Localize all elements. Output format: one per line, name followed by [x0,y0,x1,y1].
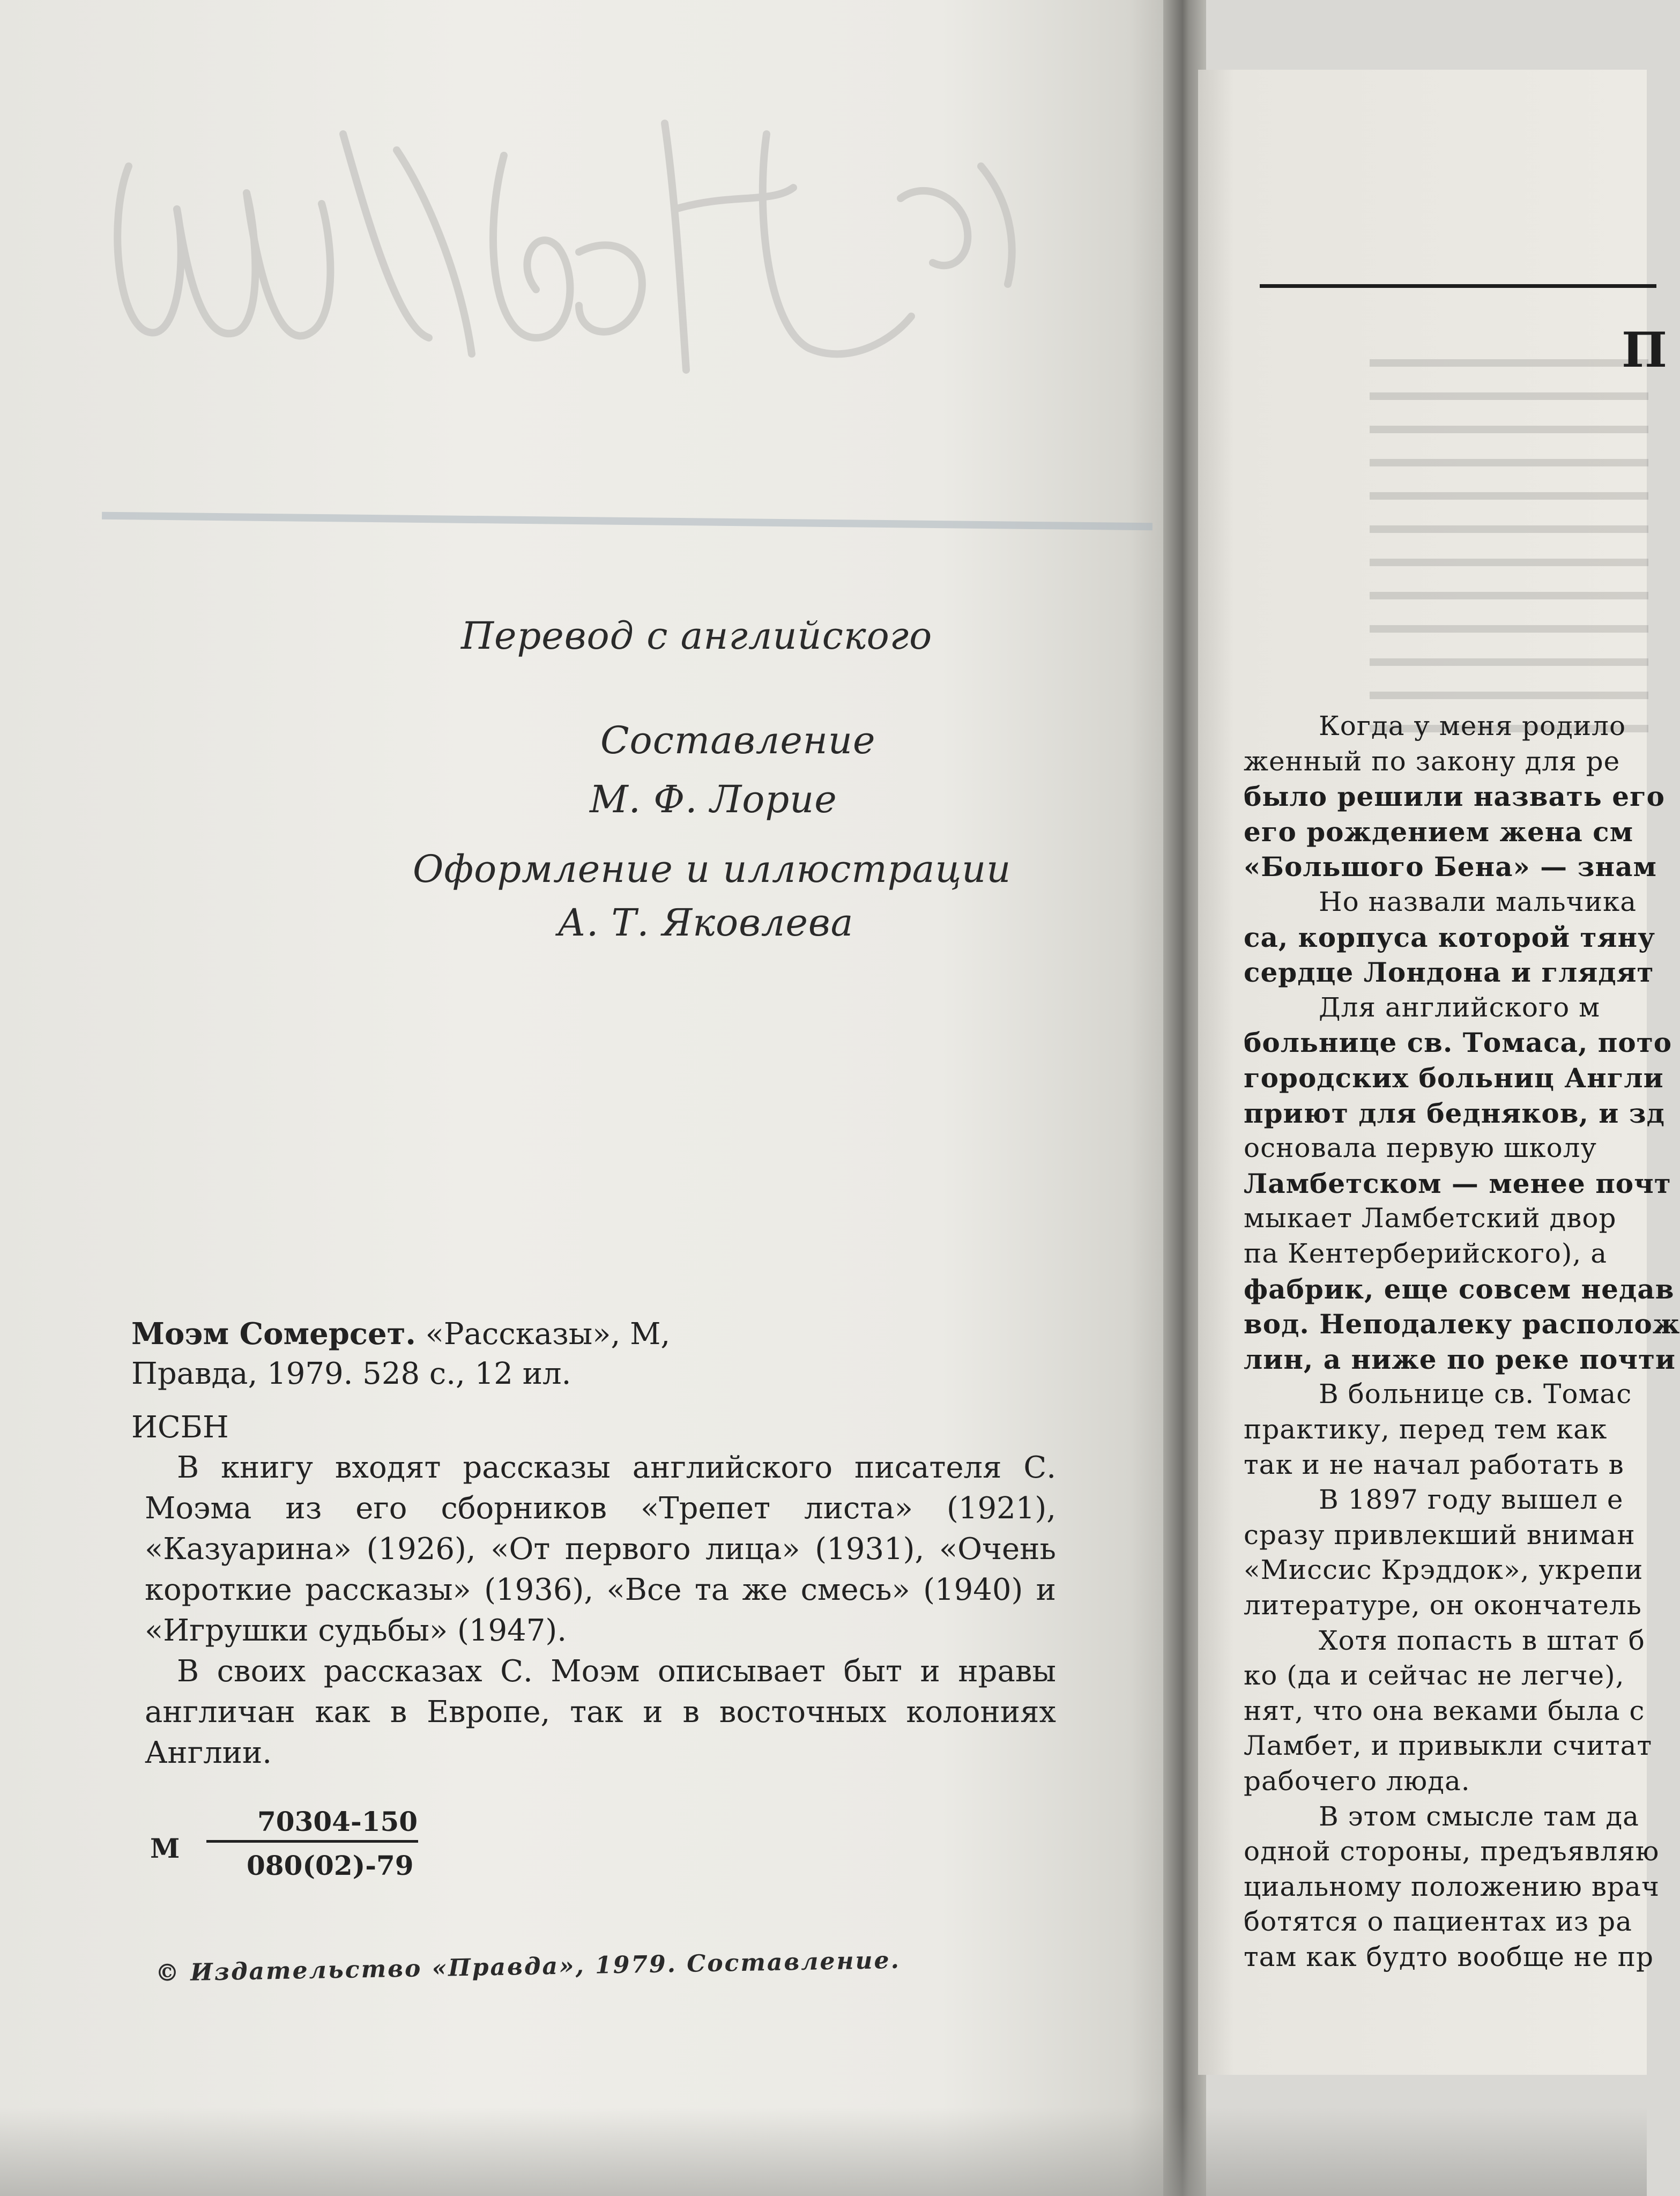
copyright-line: © Издательство «Правда», 1979. Составление. [155,1946,901,1987]
text-line: нят, что она веками была с [1244,1695,1645,1726]
text-line: Ламбетском — менее почт [1244,1167,1671,1199]
right-book-page [1198,70,1680,2075]
text-line: было решили назвать его [1244,781,1665,813]
text-line: Ламбет, и привыкли считат [1244,1730,1653,1762]
text-line: са, корпуса которой тяну [1244,921,1656,953]
text-line: па Кентерберийского), а [1244,1238,1608,1269]
annotation-paragraph-2: В своих рассказах С. Моэм описывает быт и нравы англичан как в Европе, так и в восточных колониях Англии. [145,1654,1056,1770]
text-line: В 1897 году вышел е [1319,1484,1624,1516]
bibliographic-line-1 [131,1316,670,1352]
bibliographic-line-2: Правда, 1979. 528 с., 12 ил. [131,1356,571,1391]
text-line: В этом смысле там да [1319,1800,1639,1832]
text-line: сердце Лондона и глядят [1244,956,1654,989]
text-line: В больнице св. Томас [1319,1378,1632,1410]
watermark-underline [102,512,1153,531]
text-line: Но назвали мальчика [1319,886,1637,917]
bbk-letter: М [150,1833,180,1864]
handwritten-signature-watermark [96,102,1061,424]
chapter-title-fragment: П [1622,322,1667,379]
text-line: практику, перед тем как [1244,1414,1608,1445]
bbk-fraction-line [206,1840,418,1843]
text-line: литературе, он окончатель [1244,1590,1642,1621]
annotation [145,1448,1056,1774]
bbk-numerator: 70304-150 [257,1806,418,1837]
text-line: циальному положению врач [1244,1871,1660,1902]
text-line: его рождением жена см [1244,815,1634,848]
text-line: городских больниц Англи [1244,1062,1664,1094]
text-line: там как будто вообще не пр [1244,1941,1654,1972]
designer-name: А. Т. Яковлева [557,901,854,945]
text-line: женный по закону для ре [1244,745,1620,777]
text-line: мыкает Ламбетский двор [1244,1203,1617,1234]
text-line: Для английского м [1319,991,1601,1023]
text-line: Когда у меня родило [1319,710,1626,741]
text-line: «Большого Бена» — знам [1244,851,1657,883]
text-line: ботятся о пациентах из ра [1244,1906,1632,1938]
text-line: фабрик, еще совсем недав [1244,1273,1675,1305]
text-line: лин, а ниже по реке почти [1244,1343,1676,1375]
translation-note: Перевод с английского [461,614,933,658]
compiled-label: Составление [600,718,876,762]
isbn-label: ИСБН [131,1410,229,1445]
bbk-denominator: 080(02)-79 [247,1850,414,1881]
book-title-ref: «Рассказы», М, [425,1317,671,1352]
text-line: приют для бедняков, и зд [1244,1097,1665,1129]
text-line: вод. Неподалеку располож [1244,1308,1680,1340]
text-line: больнице св. Томаса, пото [1244,1027,1672,1059]
text-line: одной стороны, предъявляю [1244,1836,1660,1867]
chapter-top-rule [1260,284,1656,288]
show-through-lines [1370,359,1648,735]
text-line: так и не начал работать в [1244,1449,1624,1480]
text-line: рабочего люда. [1244,1765,1470,1797]
author-name: Моэм Сомерсет. [131,1316,416,1352]
text-line: «Миссис Крэддок», укрепи [1244,1554,1644,1586]
bottom-shadow [0,2107,1647,2196]
text-line: сразу привлекший вниман [1244,1519,1636,1550]
annotation-paragraph-1: В книгу входят рассказы английского писателя С. Моэма из его сборников «Трепет листа» (1921), «Казуарина» (1926), «От первого лица» (1931), «Очень короткие рассказы» (1936), «Все та же смесь» (1940) и «Игрушки судьбы» (1947). [145,1450,1056,1648]
design-label: Оформление и иллюстрации [413,847,1012,891]
text-line: основала первую школу [1244,1132,1597,1164]
text-line: ко (да и сейчас не легче), [1244,1660,1625,1691]
compiler-name: М. Ф. Лорие [590,777,837,821]
text-line: Хотя попасть в штат б [1319,1624,1645,1656]
